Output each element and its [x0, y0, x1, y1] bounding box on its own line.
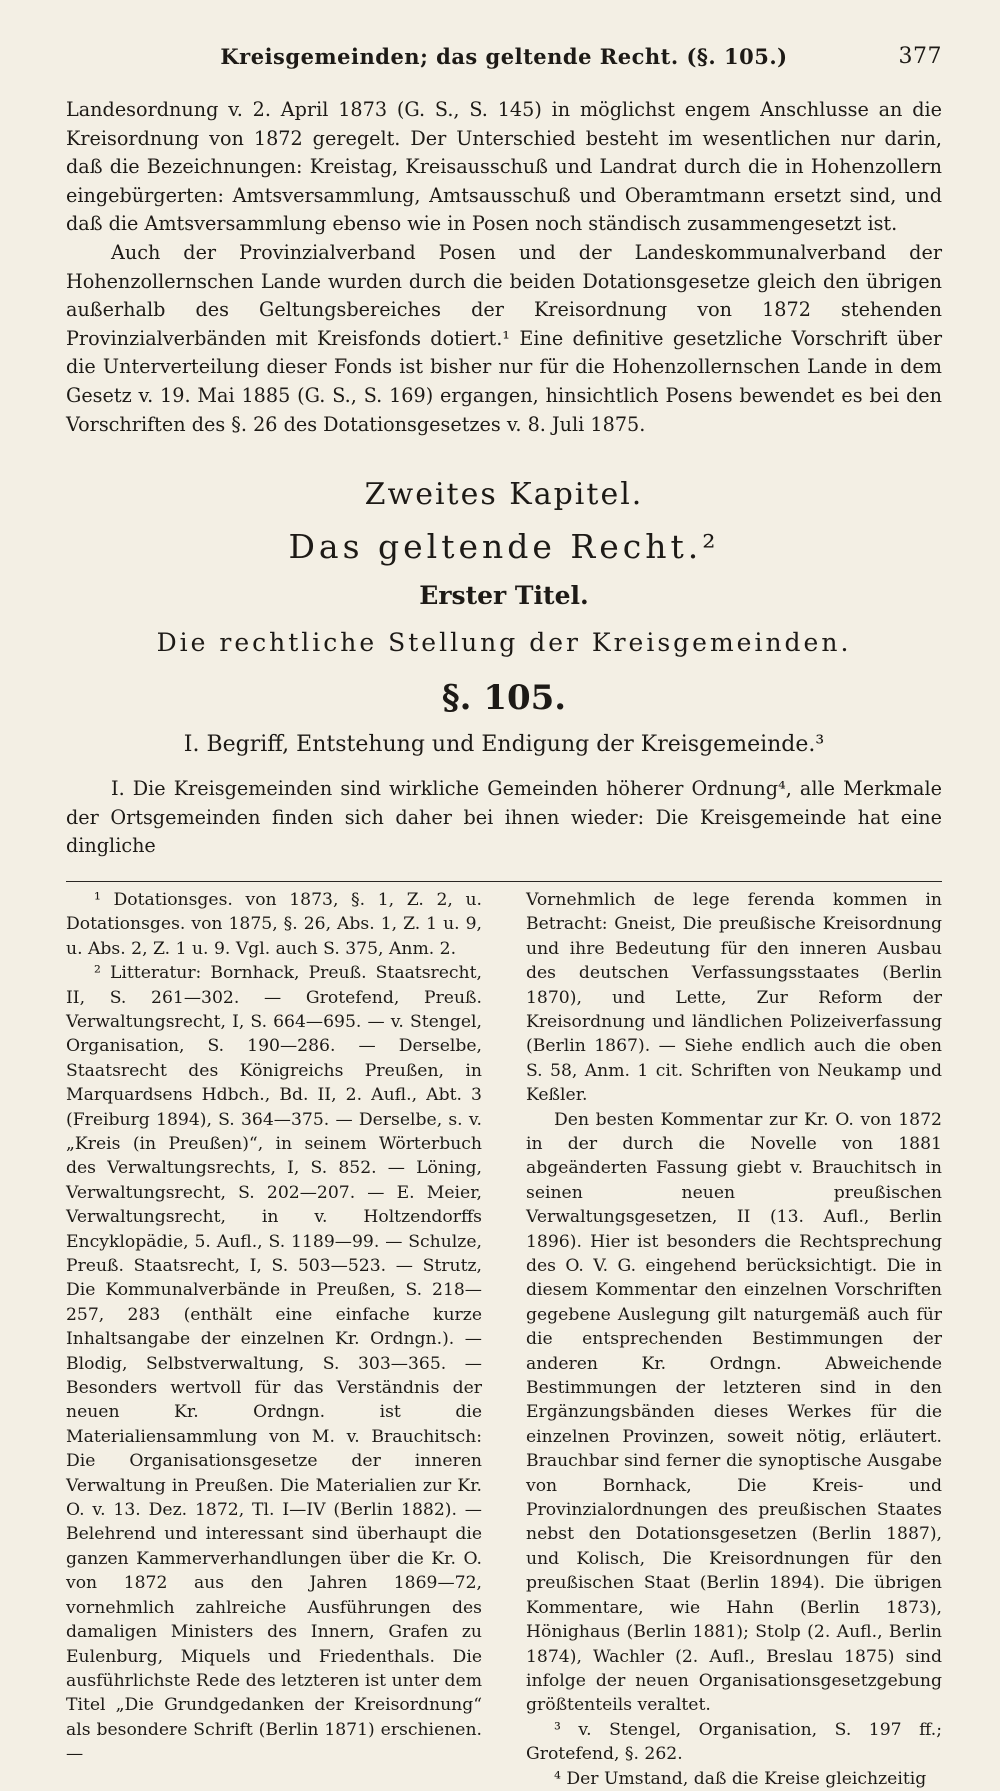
page-number: 377	[898, 44, 942, 69]
chapter-heading: Zweites Kapitel.	[364, 477, 644, 513]
paragraph: Landesordnung v. 2. April 1873 (G. S., S. 145) in möglichst engem Anschlusse an die Kreisordnung von 1872 geregelt. Der Unterschied besteht im wesentlichen nur darin, daß die Bezeichnungen: Kreistag, Kreisausschuß und Landrat durch die in Hohenzollern eingebürgerten: Amtsversammlung, Amtsausschuß und Oberamtmann ersetzt sind, und daß die Amtsversammlung ebenso wie in Posen noch ständisch zusammengesetzt ist.	[66, 98, 942, 236]
title-heading: Erster Titel.	[419, 581, 589, 611]
footnotes-right-column	[526, 888, 942, 1791]
section-number: §. 105.	[441, 678, 567, 719]
section-text	[66, 775, 942, 861]
paragraph: Auch der Provinzialverband Posen und der Landeskommunalverband der Hohenzollernschen Lande wurden durch die beiden Dotationsgesetze gleich den übrigen außerhalb des Geltungsbereiches der Kreisordnung von 1872 stehenden Provinzialverbänden mit Kreisfonds dotiert.¹ Eine definitive gesetzliche Vorschrift über die Unterverteilung dieser Fonds ist bisher nur für die Hohenzollernschen Lande in dem Gesetz v. 19. Mai 1885 (G. S., S. 169) ergangen, hinsichtlich Posens bewendet es bei den Vorschriften des §. 26 des Dotationsgesetzes v. 8. Juli 1875.	[66, 240, 942, 436]
subsection-heading: I. Begriff, Entstehung und Endigung der Kreisgemeinde.³	[183, 732, 825, 758]
paragraph: I. Die Kreisgemeinden sind wirkliche Gemeinden höherer Ordnung⁴, alle Merkmale der Ortsgemeinden finden sich daher bei ihnen wieder: Die Kreisgemeinde hat eine dingliche	[66, 777, 942, 858]
footnote: ⁴ Der Umstand, daß die Kreise gleichzeitig	[554, 1768, 927, 1789]
footnotes-left-column	[66, 888, 482, 1791]
footnote-divider	[66, 881, 942, 882]
footnote: ³ v. Stengel, Organisation, S. 197 ff.; Grotefend, §. 262.	[526, 1719, 942, 1765]
running-head-title: Kreisgemeinden; das geltende Recht. (§. 105.)	[220, 44, 788, 69]
intro-text	[66, 96, 942, 439]
footnotes	[66, 888, 942, 1791]
title-subject: Die rechtliche Stellung der Kreisgemeinden.	[156, 628, 852, 658]
footnote: ² Litteratur: Bornhack, Preuß. Staatsrecht, II, S. 261—302. — Grotefend, Preuß. Verwaltungsrecht, I, S. 664—695. — v. Stengel, Organisation, S. 190—286. — Derselbe, Staatsrecht des Königreichs Preußen, in Marquardsens Hdbch., Bd. II, 2. Aufl., Abt. 3 (Freiburg 1894), S. 364—375. — Derselbe, s. v. „Kreis (in Preußen)“, in seinem Wörterbuch des Verwaltungsrechts, I, S. 852. — Löning, Verwaltungsrecht, S. 202—207. — E. Meier, Verwaltungsrecht, in v. Holtzendorffs Encyklopädie, 5. Aufl., S. 1189—99. — Schulze, Preuß. Staatsrecht, I, S. 503—523. — Strutz, Die Kommunalverbände in Preußen, S. 218—257, 283 (enthält eine einfache kurze Inhaltsangabe der einzelnen Kr. Ordngn.). — Blodig, Selbstverwaltung, S. 303—365. — Besonders wertvoll für das Verständnis der neuen Kr. Ordngn. ist die Materialiensammlung von M. v. Brauchitsch: Die Organisationsgesetze der inneren Verwaltung in Preußen. Die Materialien zur Kr. O. v. 13. Dez. 1872, Tl. I—IV (Berlin 1882). — Belehrend und interessant sind überhaupt die ganzen Kammerverhandlungen über die Kr. O. von 1872 aus den Jahren 1869—72, vornehmlich zahlreiche Ausführungen des damaligen Ministers des Innern, Grafen zu Eulenburg, Miquels und Friedenthals. Die ausführlichste Rede des letzteren ist unter dem Titel „Die Grundgedanken der Kreisordnung“ als besondere Schrift (Berlin 1871) erschienen. —	[66, 963, 482, 1765]
running-head	[66, 38, 942, 82]
chapter-headings	[66, 473, 942, 763]
footnote: ¹ Dotationsges. von 1873, §. 1, Z. 2, u. Dotationsges. von 1875, §. 26, Abs. 1, Z. 1 u. 9, u. Abs. 2, Z. 1 u. 9. Vgl. auch S. 375, Anm. 2.	[66, 889, 482, 959]
footnote-continuation: Vornehmlich de lege ferenda kommen in Betracht: Gneist, Die preußische Kreisordnung und ihre Bedeutung für den inneren Ausbau des deutschen Verfassungsstaates (Berlin 1870), und Lette, Zur Reform der Kreisordnung und ländlichen Polizeiverfassung (Berlin 1867). — Siehe endlich auch die oben S. 58, Anm. 1 cit. Schriften von Neukamp und Keßler.	[526, 889, 942, 1106]
chapter-title: Das geltende Recht.²	[288, 527, 720, 567]
footnote-continuation: Den besten Kommentar zur Kr. O. von 1872 in der durch die Novelle von 1881 abgeänderten Fassung giebt v. Brauchitsch in seinen neuen preußischen Verwaltungsgesetzen, II (13. Aufl., Berlin 1896). Hier ist besonders die Rechtsprechung des O. V. G. eingehend berücksichtigt. Die in diesem Kommentar den einzelnen Vorschriften gegebene Auslegung gilt naturgemäß auch für die entsprechenden Bestimmungen der anderen Kr. Ordngn. Abweichende Bestimmungen der letzteren sind in den Ergänzungsbänden dieses Werkes für die einzelnen Provinzen, soweit nötig, erläutert. Brauchbar sind ferner die synoptische Ausgabe von Bornhack, Die Kreis- und Provinzialordnungen des preußischen Staates nebst den Dotationsgesetzen (Berlin 1887), und Kolisch, Die Kreisordnungen für den preußischen Staat (Berlin 1894). Die übrigen Kommentare, wie Hahn (Berlin 1873), Hönighaus (Berlin 1881); Stolp (2. Aufl., Berlin 1874), Wachler (2. Aufl., Breslau 1875) sind infolge der neuen Organisationsgesetzgebung größtenteils veraltet.	[526, 1109, 942, 1716]
